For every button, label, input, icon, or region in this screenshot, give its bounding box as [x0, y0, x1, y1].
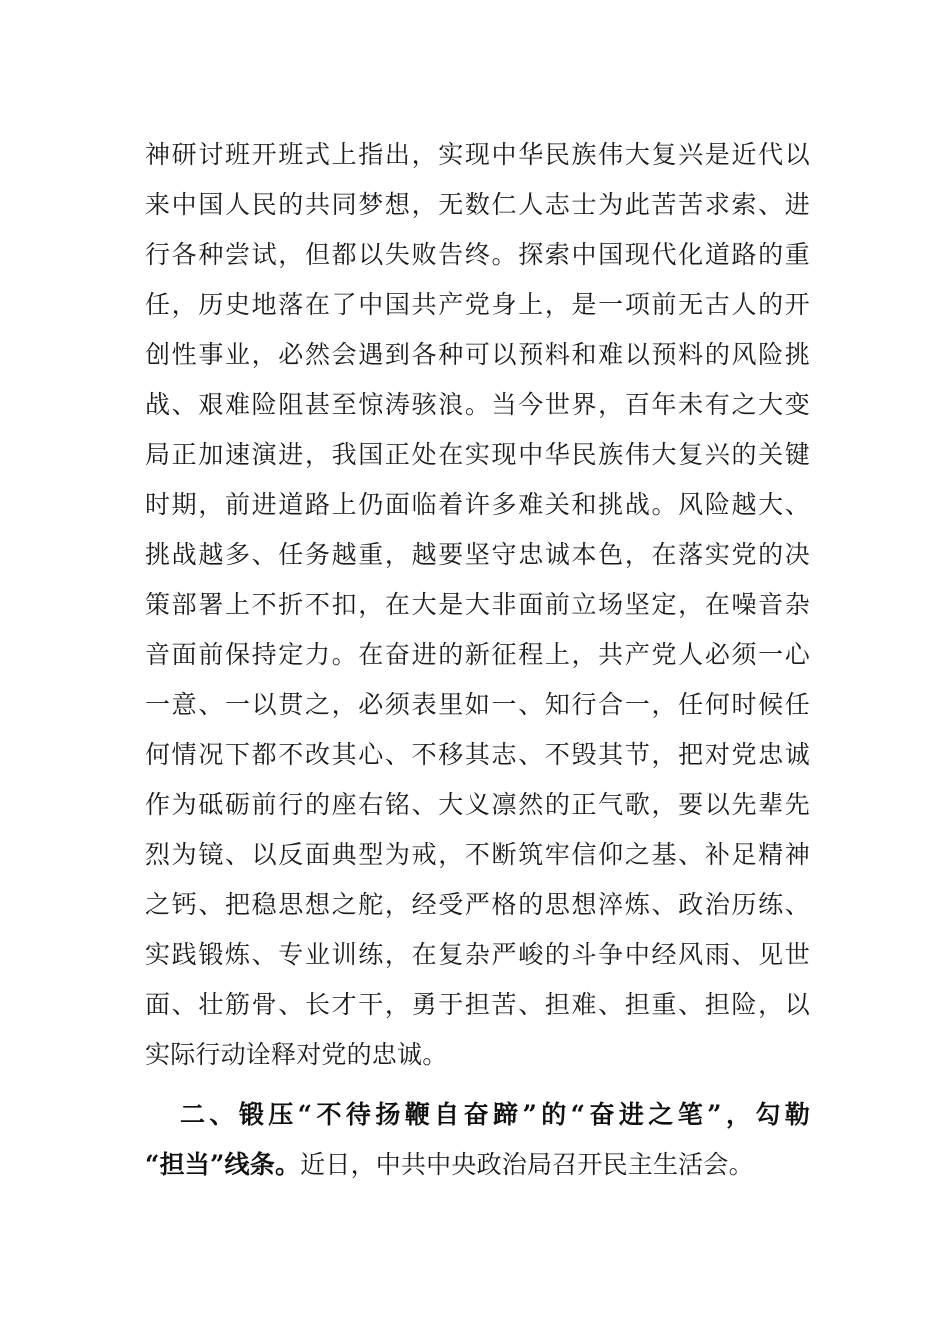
body-text-line: 局正加速演进，我国正处在实现中华民族伟大复兴的关键	[145, 440, 810, 469]
body-text-line: 之钙、把稳思想之舵，经受严格的思想淬炼、政治历练、	[145, 890, 810, 919]
body-text-line: 实践锻炼、专业训练，在复杂严峻的斗争中经风雨、见世	[145, 940, 810, 969]
body-text-line: 任，历史地落在了中国共产党身上，是一项前无古人的开	[145, 290, 810, 319]
body-text-line: 创性事业，必然会遇到各种可以预料和难以预料的风险挑	[145, 340, 810, 369]
body-text-line-last: 实际行动诠释对党的忠诚。	[145, 1040, 448, 1069]
body-text-line: 烈为镜、以反面典型为戒，不断筑牢信仰之基、补足精神	[145, 840, 810, 869]
body-text-line: 音面前保持定力。在奋进的新征程上，共产党人必须一心	[145, 640, 810, 669]
body-text-line: 一意、一以贯之，必须表里如一、知行合一，任何时候任	[145, 690, 810, 719]
body-text-line: 策部署上不折不扣，在大是大非面前立场坚定，在噪音杂	[145, 590, 810, 619]
body-text-line: 面、壮筋骨、长才干，勇于担苦、担难、担重、担险，以	[145, 990, 810, 1019]
body-text-line: 行各种尝试，但都以失败告终。探索中国现代化道路的重	[145, 240, 810, 269]
section-heading-tail: “担当”线条。	[145, 1150, 301, 1179]
section-heading-line: 二、锻压“不待扬鞭自奋蹄”的“奋进之笔”，勾勒	[180, 1100, 810, 1129]
body-text-line: 挑战越多、任务越重，越要坚守忠诚本色，在落实党的决	[145, 540, 810, 569]
body-text-line: 神研讨班开班式上指出，实现中华民族伟大复兴是近代以	[145, 140, 810, 169]
body-text-line: 何情况下都不改其心、不移其志、不毁其节，把对党忠诚	[145, 740, 810, 769]
section-heading-continuation	[145, 1145, 810, 1185]
body-text-line: 作为砥砺前行的座右铭、大义凛然的正气歌，要以先辈先	[145, 790, 810, 819]
body-text-line: 时期，前进道路上仍面临着许多难关和挑战。风险越大、	[145, 490, 810, 519]
body-text-line: 来中国人民的共同梦想，无数仁人志士为此苦苦求索、进	[145, 190, 810, 219]
section-body-start: 近日，中共中央政治局召开民主生活会。	[300, 1150, 754, 1179]
body-text-line: 战、艰难险阻甚至惊涛骇浪。当今世界，百年未有之大变	[145, 390, 810, 419]
